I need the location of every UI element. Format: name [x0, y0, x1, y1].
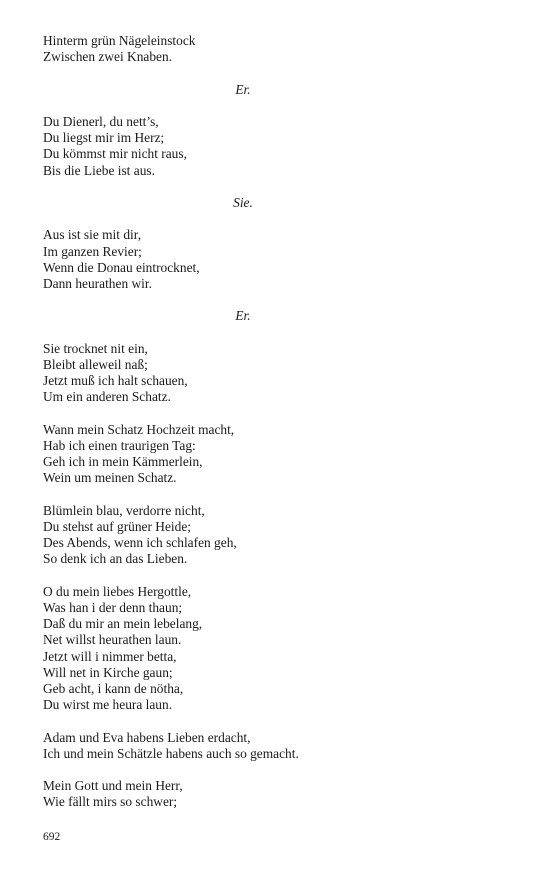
verse-line: Geb acht, i kann de nötha, [43, 680, 184, 696]
verse-line: Um ein anderen Schatz. [43, 389, 171, 405]
verse-line: Bis die Liebe ist aus. [43, 162, 155, 178]
verse-line: Adam und Eva habens Lieben erdacht, [43, 729, 251, 745]
verse-line: Daß du mir an mein lebelang, [43, 616, 203, 632]
stanza [43, 341, 443, 406]
verse-line: So denk ich an das Lieben. [43, 551, 188, 567]
verse-line: Blümlein blau, verdorre nicht, [43, 502, 205, 518]
verse-line: Net willst heurathen laun. [43, 632, 182, 648]
verse-line: Dann heurathen wir. [43, 275, 152, 291]
verse-line: Im ganzen Revier; [43, 243, 142, 259]
speaker-heading: Er. [235, 308, 251, 324]
stanza [43, 114, 443, 179]
verse-line: Ich und mein Schätzle habens auch so gemacht. [43, 745, 299, 761]
verse-line: Du wirst me heura laun. [43, 697, 173, 713]
verse-line: Du kömmst mir nicht raus, [43, 146, 187, 162]
stanza [43, 584, 443, 714]
verse-line: Bleibt alleweil naß; [43, 356, 148, 372]
speaker-heading: Sie. [233, 194, 253, 210]
verse-line: Will net in Kirche gaun; [43, 664, 173, 680]
verse-line: Sie trocknet nit ein, [43, 340, 148, 356]
verse-line: Was han i der denn thaun; [43, 599, 183, 615]
poem-text [43, 33, 443, 811]
verse-line: Wie fällt mirs so schwer; [43, 794, 178, 810]
verse-line: Jetzt will i nimmer betta, [43, 648, 177, 664]
verse-line: Wann mein Schatz Hochzeit macht, [43, 421, 235, 437]
stanza [43, 730, 443, 762]
verse-line: Des Abends, wenn ich schlafen geh, [43, 535, 237, 551]
verse-line: Du liegst mir im Herz; [43, 130, 165, 146]
verse-line: Hab ich einen traurigen Tag: [43, 437, 196, 453]
speaker-heading: Er. [235, 81, 251, 97]
stanza [43, 422, 443, 487]
verse-line: Du Dienerl, du nett’s, [43, 113, 159, 129]
verse-line: Mein Gott und mein Herr, [43, 778, 183, 794]
verse-line: Hinterm grün Nägeleinstock [43, 33, 196, 48]
verse-line: Wenn die Donau eintrocknet, [43, 259, 200, 275]
verse-line: Du stehst auf grüner Heide; [43, 518, 191, 534]
verse-line: Wein um meinen Schatz. [43, 470, 177, 486]
stanza [43, 227, 443, 292]
stanza [43, 33, 443, 65]
verse-line: O du mein liebes Hergottle, [43, 583, 192, 599]
verse-line: Jetzt muß ich halt schauen, [43, 373, 188, 389]
stanza [43, 503, 443, 568]
verse-line: Zwischen zwei Knaben. [43, 49, 173, 65]
page-number: 692 [43, 831, 61, 843]
verse-line: Aus ist sie mit dir, [43, 227, 142, 243]
verse-line: Geh ich in mein Kämmerlein, [43, 454, 203, 470]
stanza [43, 778, 443, 810]
